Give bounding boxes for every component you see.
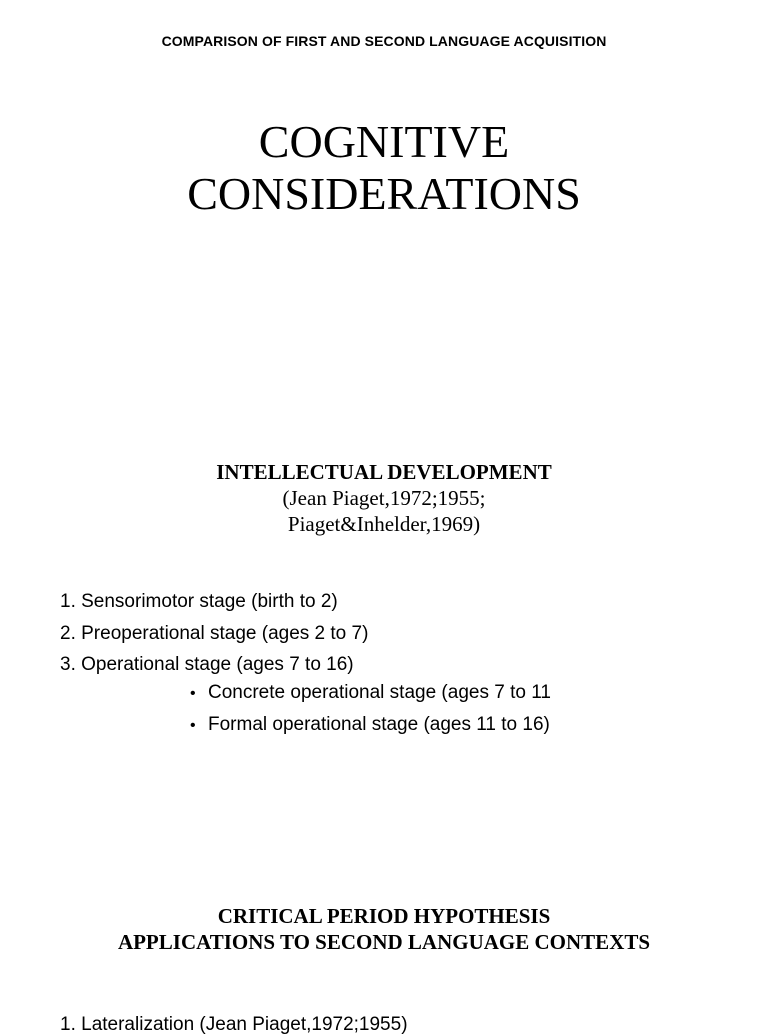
stages-list (60, 586, 760, 681)
stage-item: 3. Operational stage (ages 7 to 16) (60, 654, 354, 675)
substage-label: Concrete operational stage (ages 7 to 11 (208, 682, 551, 703)
citation-line-2: Piaget&Inhelder,1969) (287, 512, 481, 536)
stage-item: 1. Sensorimotor stage (birth to 2) (60, 591, 338, 612)
substage-item (190, 682, 551, 704)
critical-heading-line-1: CRITICAL PERIOD HYPOTHESIS (217, 904, 551, 928)
bullet-icon: • (190, 685, 196, 702)
stage-item: 2. Preoperational stage (ages 2 to 7) (60, 622, 369, 644)
substage-item (190, 714, 550, 736)
main-title (0, 116, 768, 220)
intellectual-development-heading: INTELLECTUAL DEVELOPMENT (216, 460, 552, 484)
critical-period-section (0, 903, 768, 955)
main-title-line-1: COGNITIVE (258, 116, 510, 167)
cut-off-text-line: 1. Lateralization (Jean Piaget,1972;1955) (60, 1014, 408, 1035)
document-header: COMPARISON OF FIRST AND SECOND LANGUAGE ACQUISITION (161, 33, 607, 49)
substage-label: Formal operational stage (ages 11 to 16) (208, 714, 550, 735)
citation-line-1: (Jean Piaget,1972;1955; (282, 486, 486, 510)
bullet-icon: • (190, 717, 196, 734)
critical-heading-line-2: APPLICATIONS TO SECOND LANGUAGE CONTEXTS (117, 930, 651, 954)
intellectual-development-section (0, 459, 768, 537)
main-title-line-2: CONSIDERATIONS (187, 168, 581, 219)
